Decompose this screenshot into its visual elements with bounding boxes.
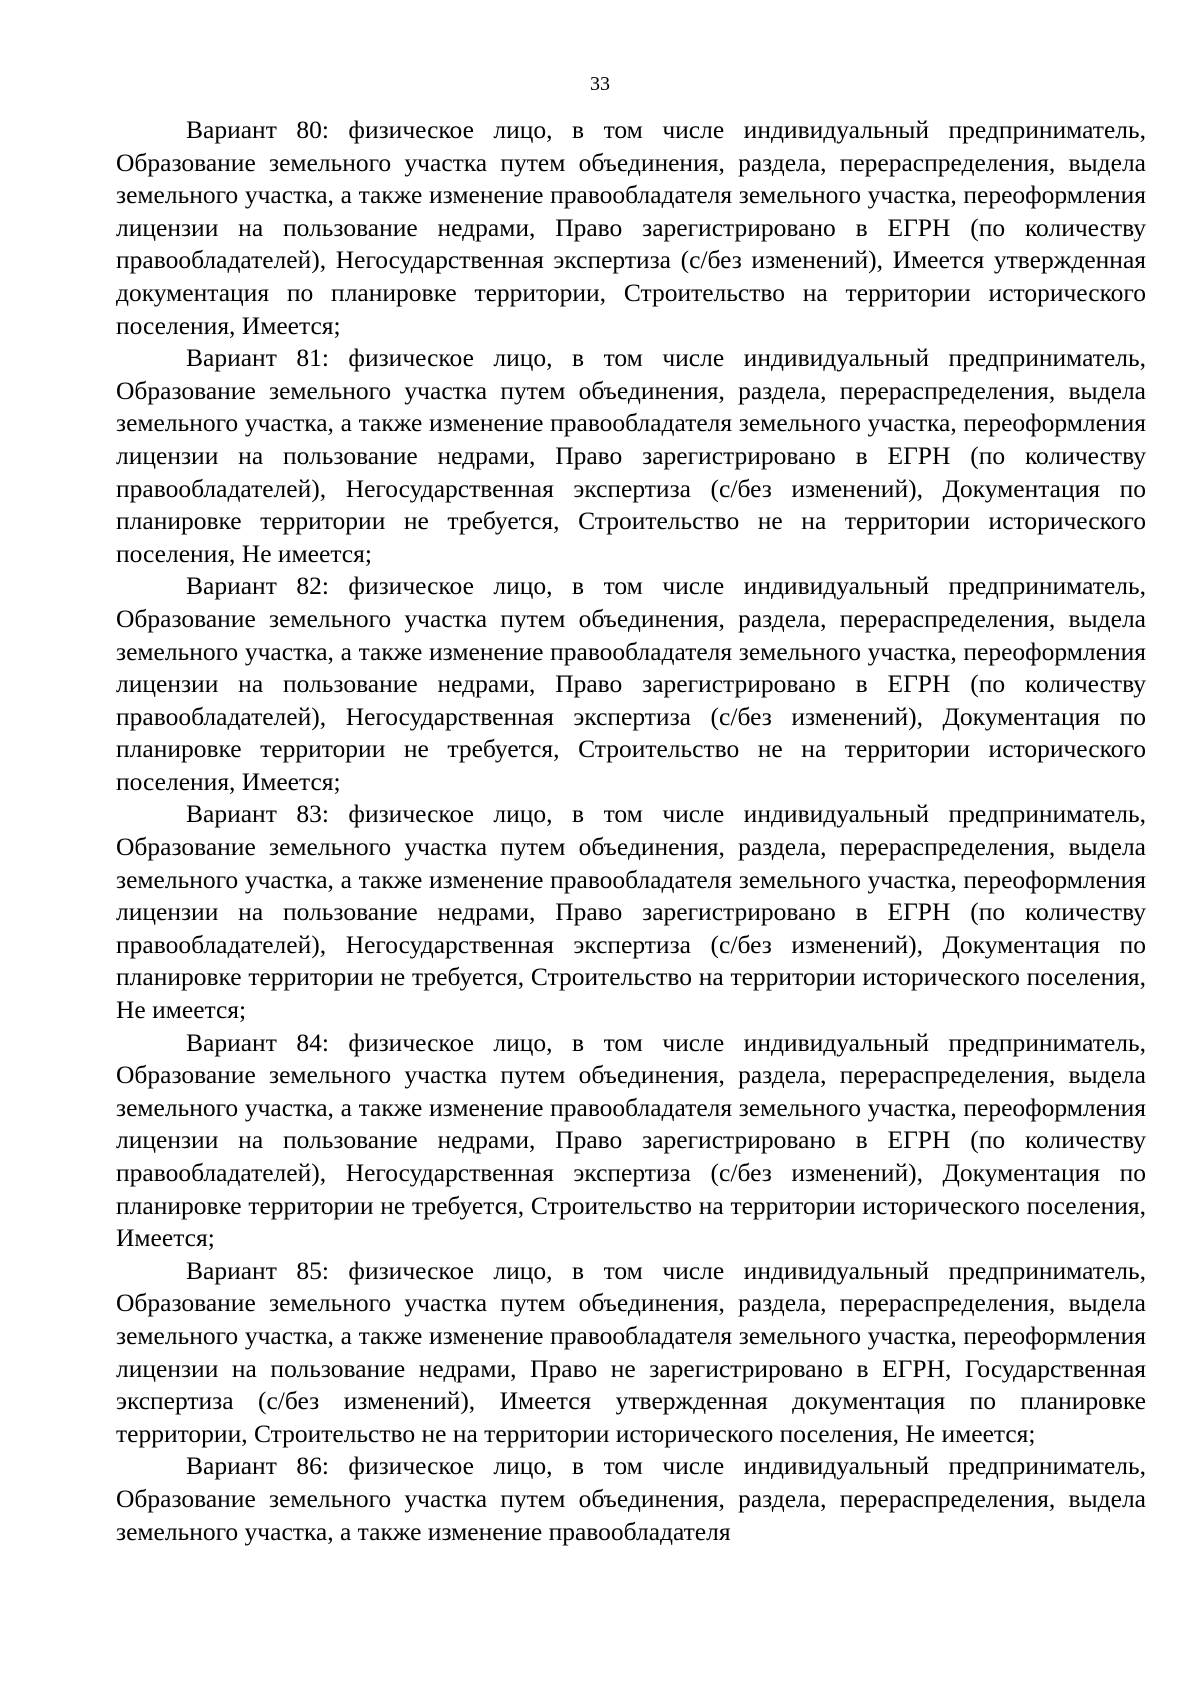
- page-number: 33: [590, 73, 610, 95]
- variant-85-paragraph: Вариант 85: физическое лицо, в том числе индивидуальный предприниматель, Образование земельного участка путем объединения, раздела, перераспределения, выдела земельного участка, а также изменение правообладателя земельного участка, переоформления лицензии на пользование недрами, Право не зарегистрировано в ЕГРН, Государственная экспертиза (с/без изменений), Имеется утвержденная документация по планировке территории, Строительство не на территории исторического поселения, Не имеется;: [116, 1255, 1146, 1448]
- document-body: [116, 114, 1146, 1548]
- variant-86-paragraph: Вариант 86: физическое лицо, в том числе индивидуальный предприниматель, Образование земельного участка путем объединения, раздела, перераспределения, выдела земельного участка, а также изменение правообладателя: [116, 1451, 1146, 1546]
- variant-83-paragraph: Вариант 83: физическое лицо, в том числе индивидуальный предприниматель, Образование земельного участка путем объединения, раздела, перераспределения, выдела земельного участка, а также изменение правообладателя земельного участка, переоформления лицензии на пользование недрами, Право зарегистрировано в ЕГРН (по количеству правообладателей), Негосударственная экспертиза (с/без изменений), Документация по планировке территории не требуется, Строительство на территории исторического поселения, Не имеется;: [116, 799, 1146, 1025]
- variant-82-paragraph: Вариант 82: физическое лицо, в том числе индивидуальный предприниматель, Образование земельного участка путем объединения, раздела, перераспределения, выдела земельного участка, а также изменение правообладателя земельного участка, переоформления лицензии на пользование недрами, Право зарегистрировано в ЕГРН (по количеству правообладателей), Негосударственная экспертиза (с/без изменений), Документация по планировке территории не требуется, Строительство не на территории исторического поселения, Имеется;: [116, 571, 1146, 796]
- variant-81-paragraph: Вариант 81: физическое лицо, в том числе индивидуальный предприниматель, Образование земельного участка путем объединения, раздела, перераспределения, выдела земельного участка, а также изменение правообладателя земельного участка, переоформления лицензии на пользование недрами, Право зарегистрировано в ЕГРН (по количеству правообладателей), Негосударственная экспертиза (с/без изменений), Документация по планировке территории не требуется, Строительство не на территории исторического поселения, Не имеется;: [116, 343, 1146, 568]
- variant-84-paragraph: Вариант 84: физическое лицо, в том числе индивидуальный предприниматель, Образование земельного участка путем объединения, раздела, перераспределения, выдела земельного участка, а также изменение правообладателя земельного участка, переоформления лицензии на пользование недрами, Право зарегистрировано в ЕГРН (по количеству правообладателей), Негосударственная экспертиза (с/без изменений), Документация по планировке территории не требуется, Строительство на территории исторического поселения, Имеется;: [116, 1027, 1146, 1253]
- variant-80-paragraph: Вариант 80: физическое лицо, в том числе индивидуальный предприниматель, Образование земельного участка путем объединения, раздела, перераспределения, выдела земельного участка, а также изменение правообладателя земельного участка, переоформления лицензии на пользование недрами, Право зарегистрировано в ЕГРН (по количеству правообладателей), Негосударственная экспертиза (с/без изменений), Имеется утвержденная документация по планировке территории, Строительство на территории исторического поселения, Имеется;: [116, 115, 1146, 340]
